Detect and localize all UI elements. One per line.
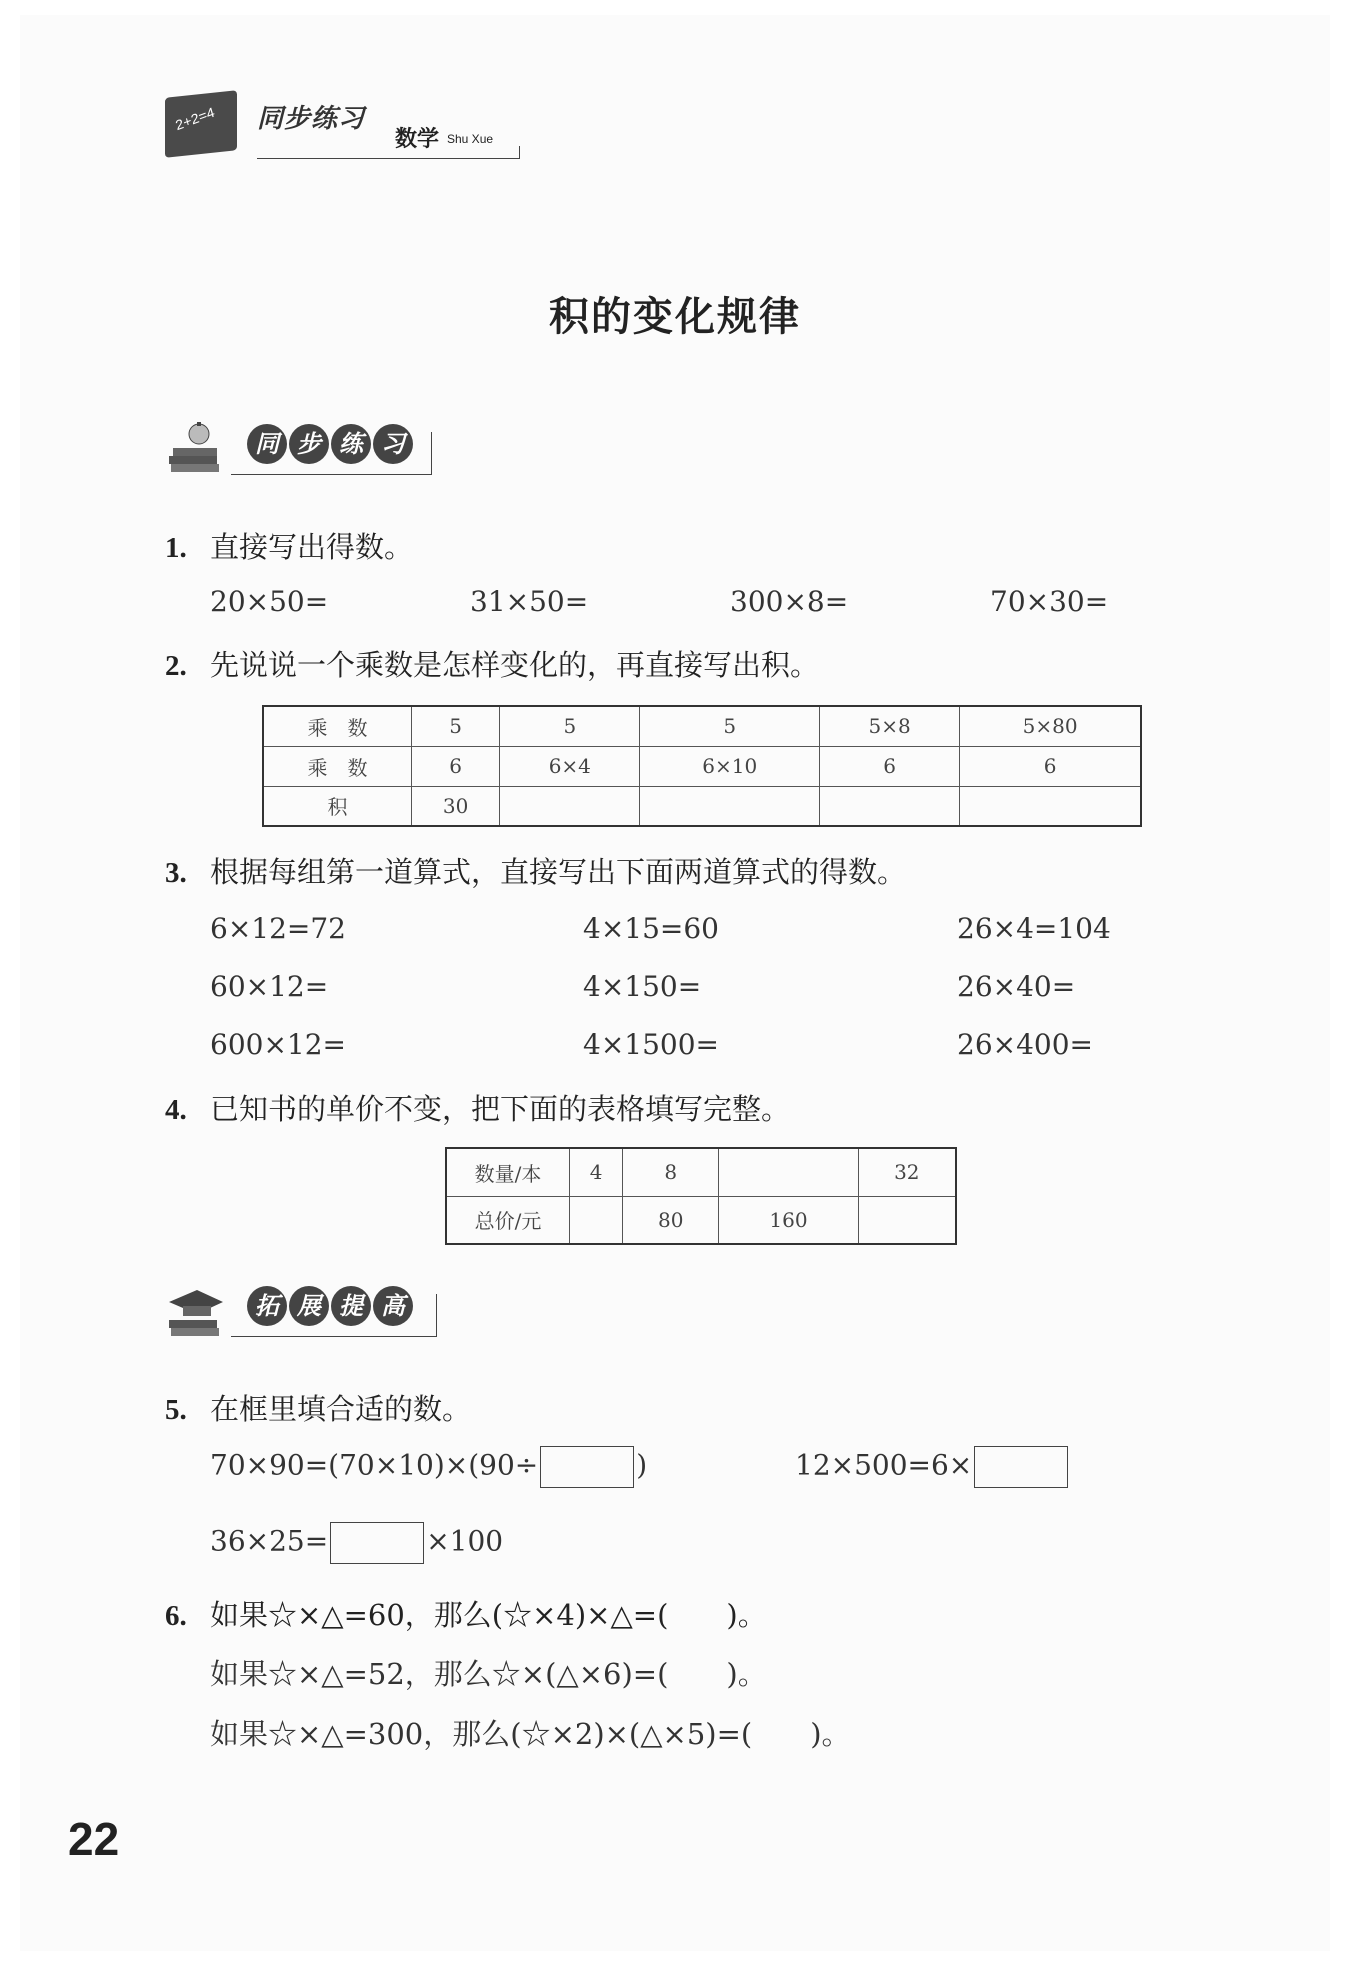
q3-item: 26×40= (957, 970, 1076, 1003)
series-title: 同步练习 (257, 103, 366, 133)
badge-char: 高 (373, 1286, 413, 1326)
expression-text: ) (636, 1448, 648, 1482)
expression-text: ×100 (426, 1524, 504, 1558)
table-cell: 8 (623, 1148, 719, 1196)
q5-expression-b (795, 1446, 1070, 1488)
badge-char: 步 (289, 424, 329, 464)
table-row (263, 746, 1141, 786)
table-row (446, 1148, 956, 1196)
question-number: 3. (165, 857, 187, 889)
q3-item: 4×1500= (583, 1028, 719, 1061)
badge-char: 习 (373, 424, 413, 464)
table-cell: 5 (640, 706, 820, 746)
table-cell: 5×8 (820, 706, 960, 746)
question-text: 在框里填合适的数。 (210, 1392, 472, 1426)
section-badge-practice (165, 410, 435, 480)
question-number: 2. (165, 650, 187, 682)
table-cell: 总价/元 (446, 1196, 570, 1244)
page-title: 积的变化规律 (549, 293, 801, 340)
question-4 (165, 1087, 790, 1128)
badge-chars (247, 1286, 413, 1326)
q3-item: 60×12= (210, 970, 329, 1003)
table-cell: 4 (570, 1148, 623, 1196)
table-cell: 数量/本 (446, 1148, 570, 1196)
table-row (446, 1196, 956, 1244)
question-2 (165, 643, 819, 684)
table-cell: 6 (820, 746, 960, 786)
badge-char: 同 (247, 424, 287, 464)
subject-label: 数学 (395, 126, 440, 151)
question-5 (165, 1387, 471, 1428)
question-3 (165, 850, 906, 891)
chalkboard-text: 2+2=4 (173, 103, 217, 134)
table-cell: 乘 数 (263, 706, 412, 746)
expression-text: 70×90=(70×10)×(90÷ (210, 1448, 539, 1482)
expression-text: 12×500=6× (795, 1448, 973, 1482)
q1-item: 31×50= (470, 585, 589, 618)
answer-cell[interactable] (500, 786, 640, 826)
q3-item: 4×15=60 (583, 912, 719, 945)
table-cell: 积 (263, 786, 412, 826)
badge-char: 展 (289, 1286, 329, 1326)
badge-chars (247, 424, 413, 464)
table-cell: 5 (500, 706, 640, 746)
question-number: 1. (165, 532, 187, 564)
question-text: 先说说一个乘数是怎样变化的，再直接写出积。 (210, 648, 820, 682)
table-cell: 6×4 (500, 746, 640, 786)
table-row (263, 786, 1141, 826)
answer-cell[interactable] (858, 1196, 956, 1244)
answer-cell[interactable] (960, 786, 1141, 826)
q6-line: 如果☆×△=300，那么(☆×2)×(△×5)=( )。 (210, 1717, 851, 1751)
q6-line: 如果☆×△=52，那么☆×(△×6)=( )。 (210, 1657, 767, 1691)
multiplier-table (262, 705, 1142, 827)
books-lamp-icon (165, 418, 225, 478)
q3-item: 600×12= (210, 1028, 346, 1061)
table-cell: 80 (623, 1196, 719, 1244)
table-cell: 5 (412, 706, 500, 746)
q3-item: 6×12=72 (210, 912, 346, 945)
table-cell: 6×10 (640, 746, 820, 786)
answer-cell[interactable] (640, 786, 820, 826)
question-text: 已知书的单价不变，把下面的表格填写完整。 (210, 1092, 791, 1126)
question-number: 5. (165, 1394, 187, 1426)
answer-cell[interactable] (570, 1196, 623, 1244)
answer-box[interactable] (540, 1446, 634, 1488)
table-cell: 32 (858, 1148, 956, 1196)
q6-line: 如果☆×△=60，那么(☆×4)×△=( )。 (210, 1598, 767, 1632)
table-cell: 30 (412, 786, 500, 826)
section-badge-extension (165, 1272, 440, 1342)
badge-char: 练 (331, 424, 371, 464)
q3-item: 26×4=104 (957, 912, 1111, 945)
table-cell: 6 (960, 746, 1141, 786)
table-cell: 乘 数 (263, 746, 412, 786)
table-cell: 5×80 (960, 706, 1141, 746)
answer-box[interactable] (330, 1522, 424, 1564)
chalkboard-icon (165, 90, 237, 158)
answer-cell[interactable] (719, 1148, 858, 1196)
books-graduation-cap-icon (165, 1280, 225, 1340)
q1-item: 20×50= (210, 585, 329, 618)
answer-box[interactable] (974, 1446, 1068, 1488)
badge-char: 拓 (247, 1286, 287, 1326)
q5-expression-a (210, 1446, 647, 1488)
q3-item: 26×400= (957, 1028, 1093, 1061)
table-cell: 6 (412, 746, 500, 786)
question-number: 4. (165, 1094, 187, 1126)
q1-item: 70×30= (990, 585, 1109, 618)
table-cell: 160 (719, 1196, 858, 1244)
table-row (263, 706, 1141, 746)
book-header (165, 88, 520, 168)
subject-pinyin: Shu Xue (447, 132, 494, 146)
question-1 (165, 525, 413, 566)
q3-item: 4×150= (583, 970, 702, 1003)
question-6 (165, 1593, 767, 1634)
expression-text: 36×25= (210, 1524, 329, 1558)
q1-item: 300×8= (730, 585, 849, 618)
question-text: 根据每组第一道算式，直接写出下面两道算式的得数。 (210, 855, 907, 889)
answer-cell[interactable] (820, 786, 960, 826)
q5-expression-c (210, 1522, 503, 1564)
page-number: 22 (68, 1813, 120, 1865)
question-number: 6. (165, 1600, 187, 1632)
question-text: 直接写出得数。 (210, 530, 414, 564)
badge-char: 提 (331, 1286, 371, 1326)
price-table (445, 1147, 957, 1245)
header-rule (257, 146, 520, 159)
